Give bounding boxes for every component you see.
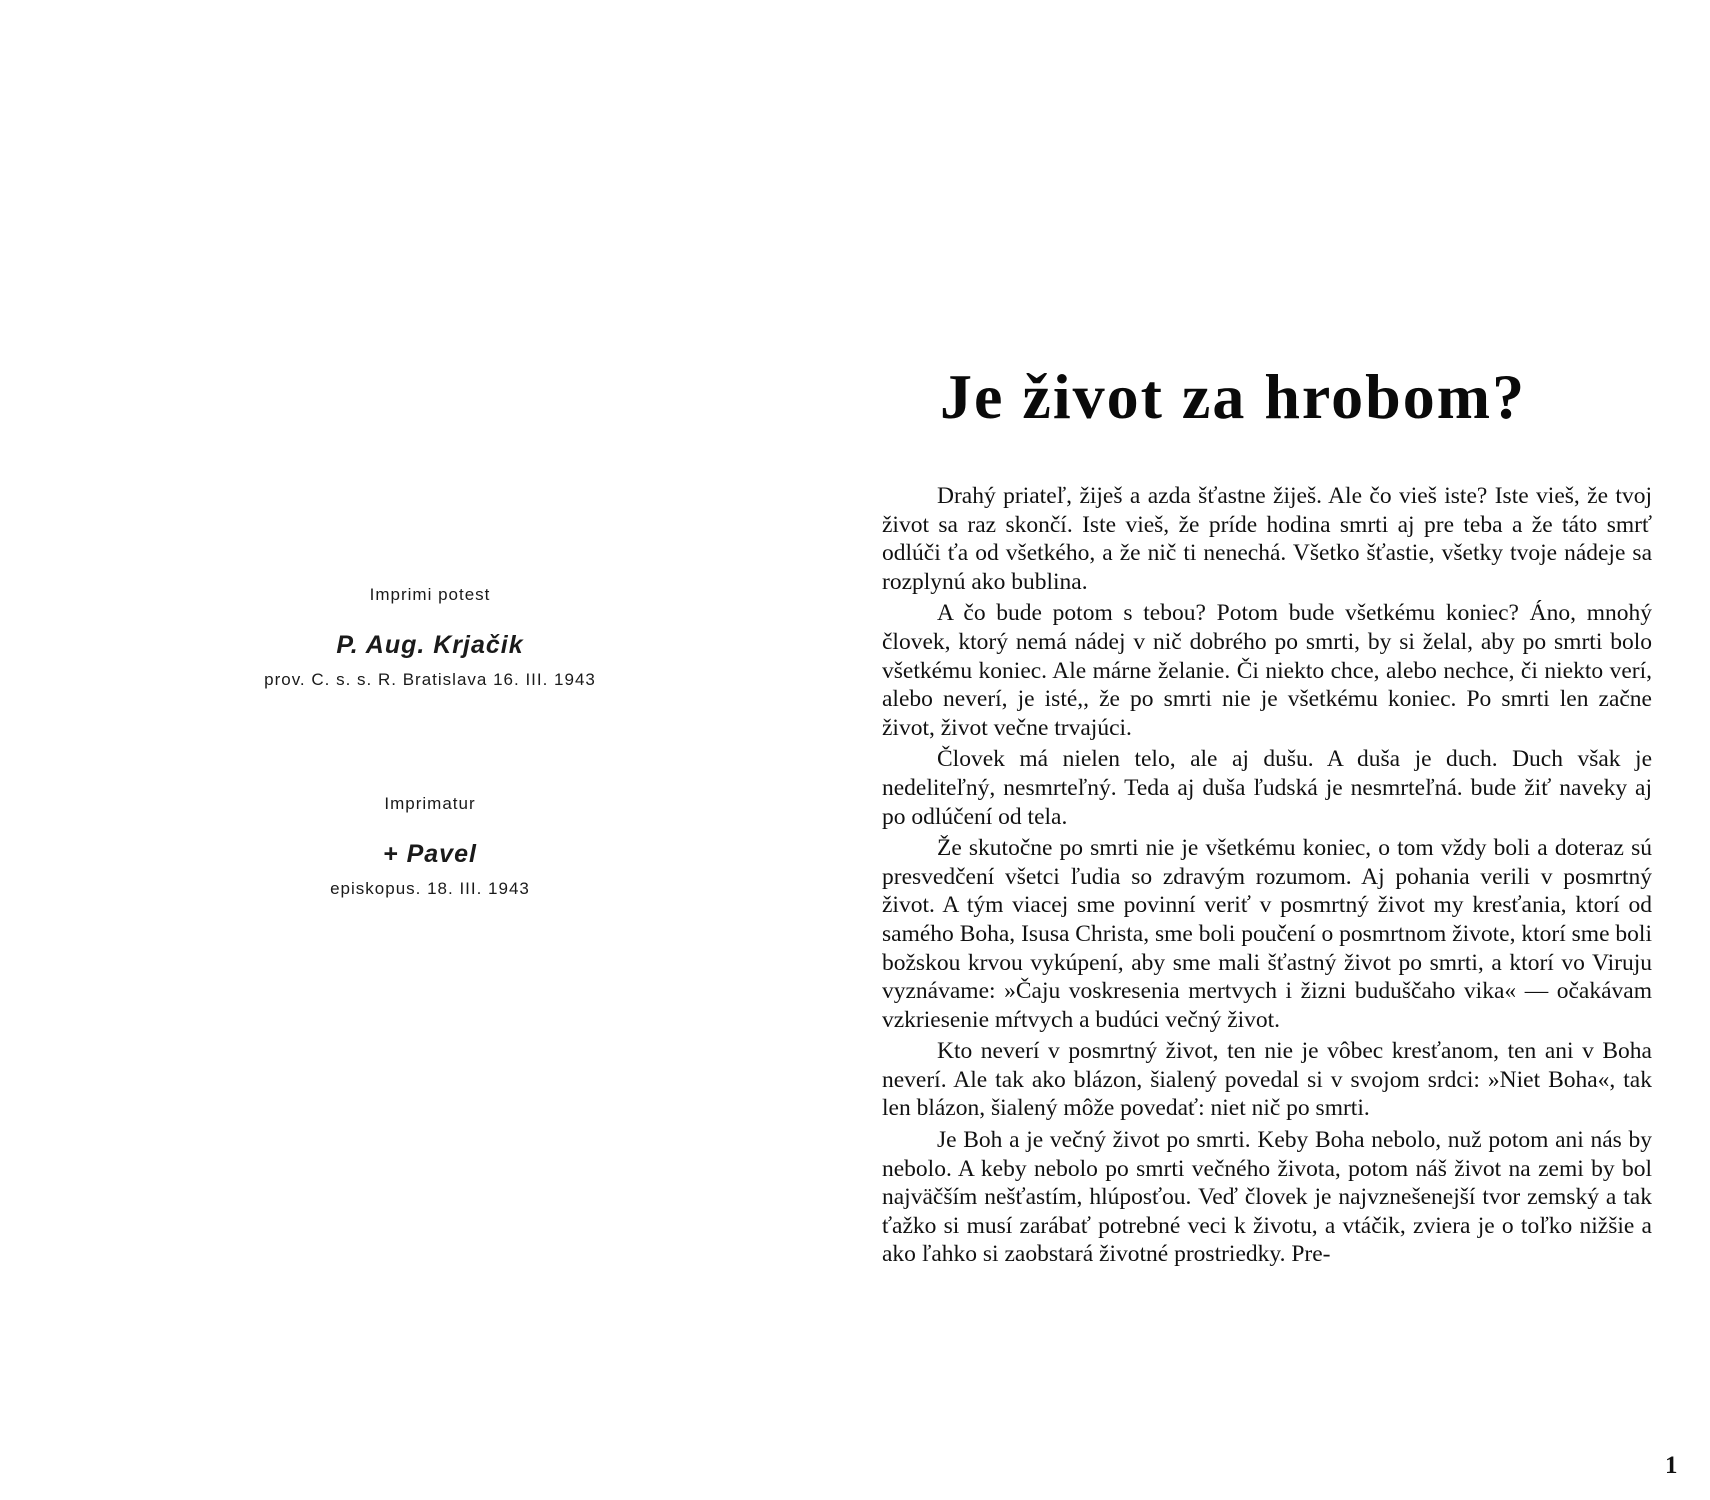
provincial-signature: P. Aug. Krjačik bbox=[336, 631, 524, 659]
page-title: Je život za hrobom? bbox=[940, 361, 1527, 432]
paragraph: Drahý priateľ, žiješ a azda šťastne žiješ. Ale čo vieš iste? Iste vieš, že tvoj život sa raz skončí. Iste vieš, že príde hodina smrti aj pre teba a že táto smrť odlúči ťa od všetkého, a že nič ti nenechá. Všetko šťastie, všetky tvoje nádeje sa rozplynú ako bublina. bbox=[882, 483, 1652, 595]
bishop-date-line: episkopus. 18. III. 1943 bbox=[330, 879, 530, 898]
paragraph: Že skutočne po smrti nie je všetkému koniec, o tom vždy boli a doteraz sú presvedčení všetci ľudia so zdravým rozumom. Aj pohania verili v posmrtný život. A tým viacej sme povinní veriť v posmrtný život my kresťania, ktorí od samého Boha, Isusa Christa, sme boli poučení o posmrtnom živote, ktorí sme boli božskou krvou vykúpení, aby sme mali šťastný život po smrti, a ktorí vo Viruju vyznávame: »Čaju voskresenia mertvych i žizni buduščaho vika« — očakávam vzkriesenie mŕtvych a budúci večný život. bbox=[882, 835, 1652, 1033]
paragraph: Človek má nielen telo, ale aj dušu. A duša je duch. Duch však je nedeliteľný, nesmrteľný. Teda aj duša ľudská je nesmrteľná. bude žiť naveky aj po odlúčení od tela. bbox=[882, 746, 1652, 830]
approbation-block bbox=[200, 585, 660, 899]
imprimatur-label: Imprimatur bbox=[384, 794, 476, 813]
paragraph: A čo bude potom s tebou? Potom bude všetkému koniec? Áno, mnohý človek, ktorý nemá nádej v nič dobrého po smrti, by si želal, aby po smrti bolo všetkému koniec. Ale márne želanie. Či niekto chce, alebo nechce, či niekto verí, alebo neverí, je isté,, že po smrti nie je všetkému koniec. Po smrti len začne život, život večne trvajúci. bbox=[882, 600, 1652, 741]
paragraph: Kto neverí v posmrtný život, ten nie je vôbec kresťanom, ten ani v Boha neverí. Ale tak ako blázon, šialený povedal si v svojom srdci: »Niet Boha«, tak len blázon, šialený môže povedať: niet nič po smrti. bbox=[882, 1038, 1652, 1122]
imprimi-potest-label: Imprimi potest bbox=[369, 585, 491, 604]
provincial-date-line: prov. C. s. s. R. Bratislava 16. III. 1943 bbox=[264, 670, 596, 689]
page-number: 1 bbox=[1665, 1452, 1678, 1479]
text-page bbox=[882, 360, 1652, 1272]
bishop-signature: + Pavel bbox=[383, 840, 477, 868]
paragraph: Je Boh a je večný život po smrti. Keby Boha nebolo, nuž potom ani nás by nebolo. A keby nebolo po smrti večného života, potom náš život na zemi by bol najväčším nešťastím, hlúposťou. Veď človek je najvznešenejší tvor zemský a tak ťažko si musí zarábať potrebné veci k životu, a vtáčik, zviera je o toľko nižšie a ako ľahko si zaobstará životné prostriedky. Pre- bbox=[882, 1127, 1652, 1268]
